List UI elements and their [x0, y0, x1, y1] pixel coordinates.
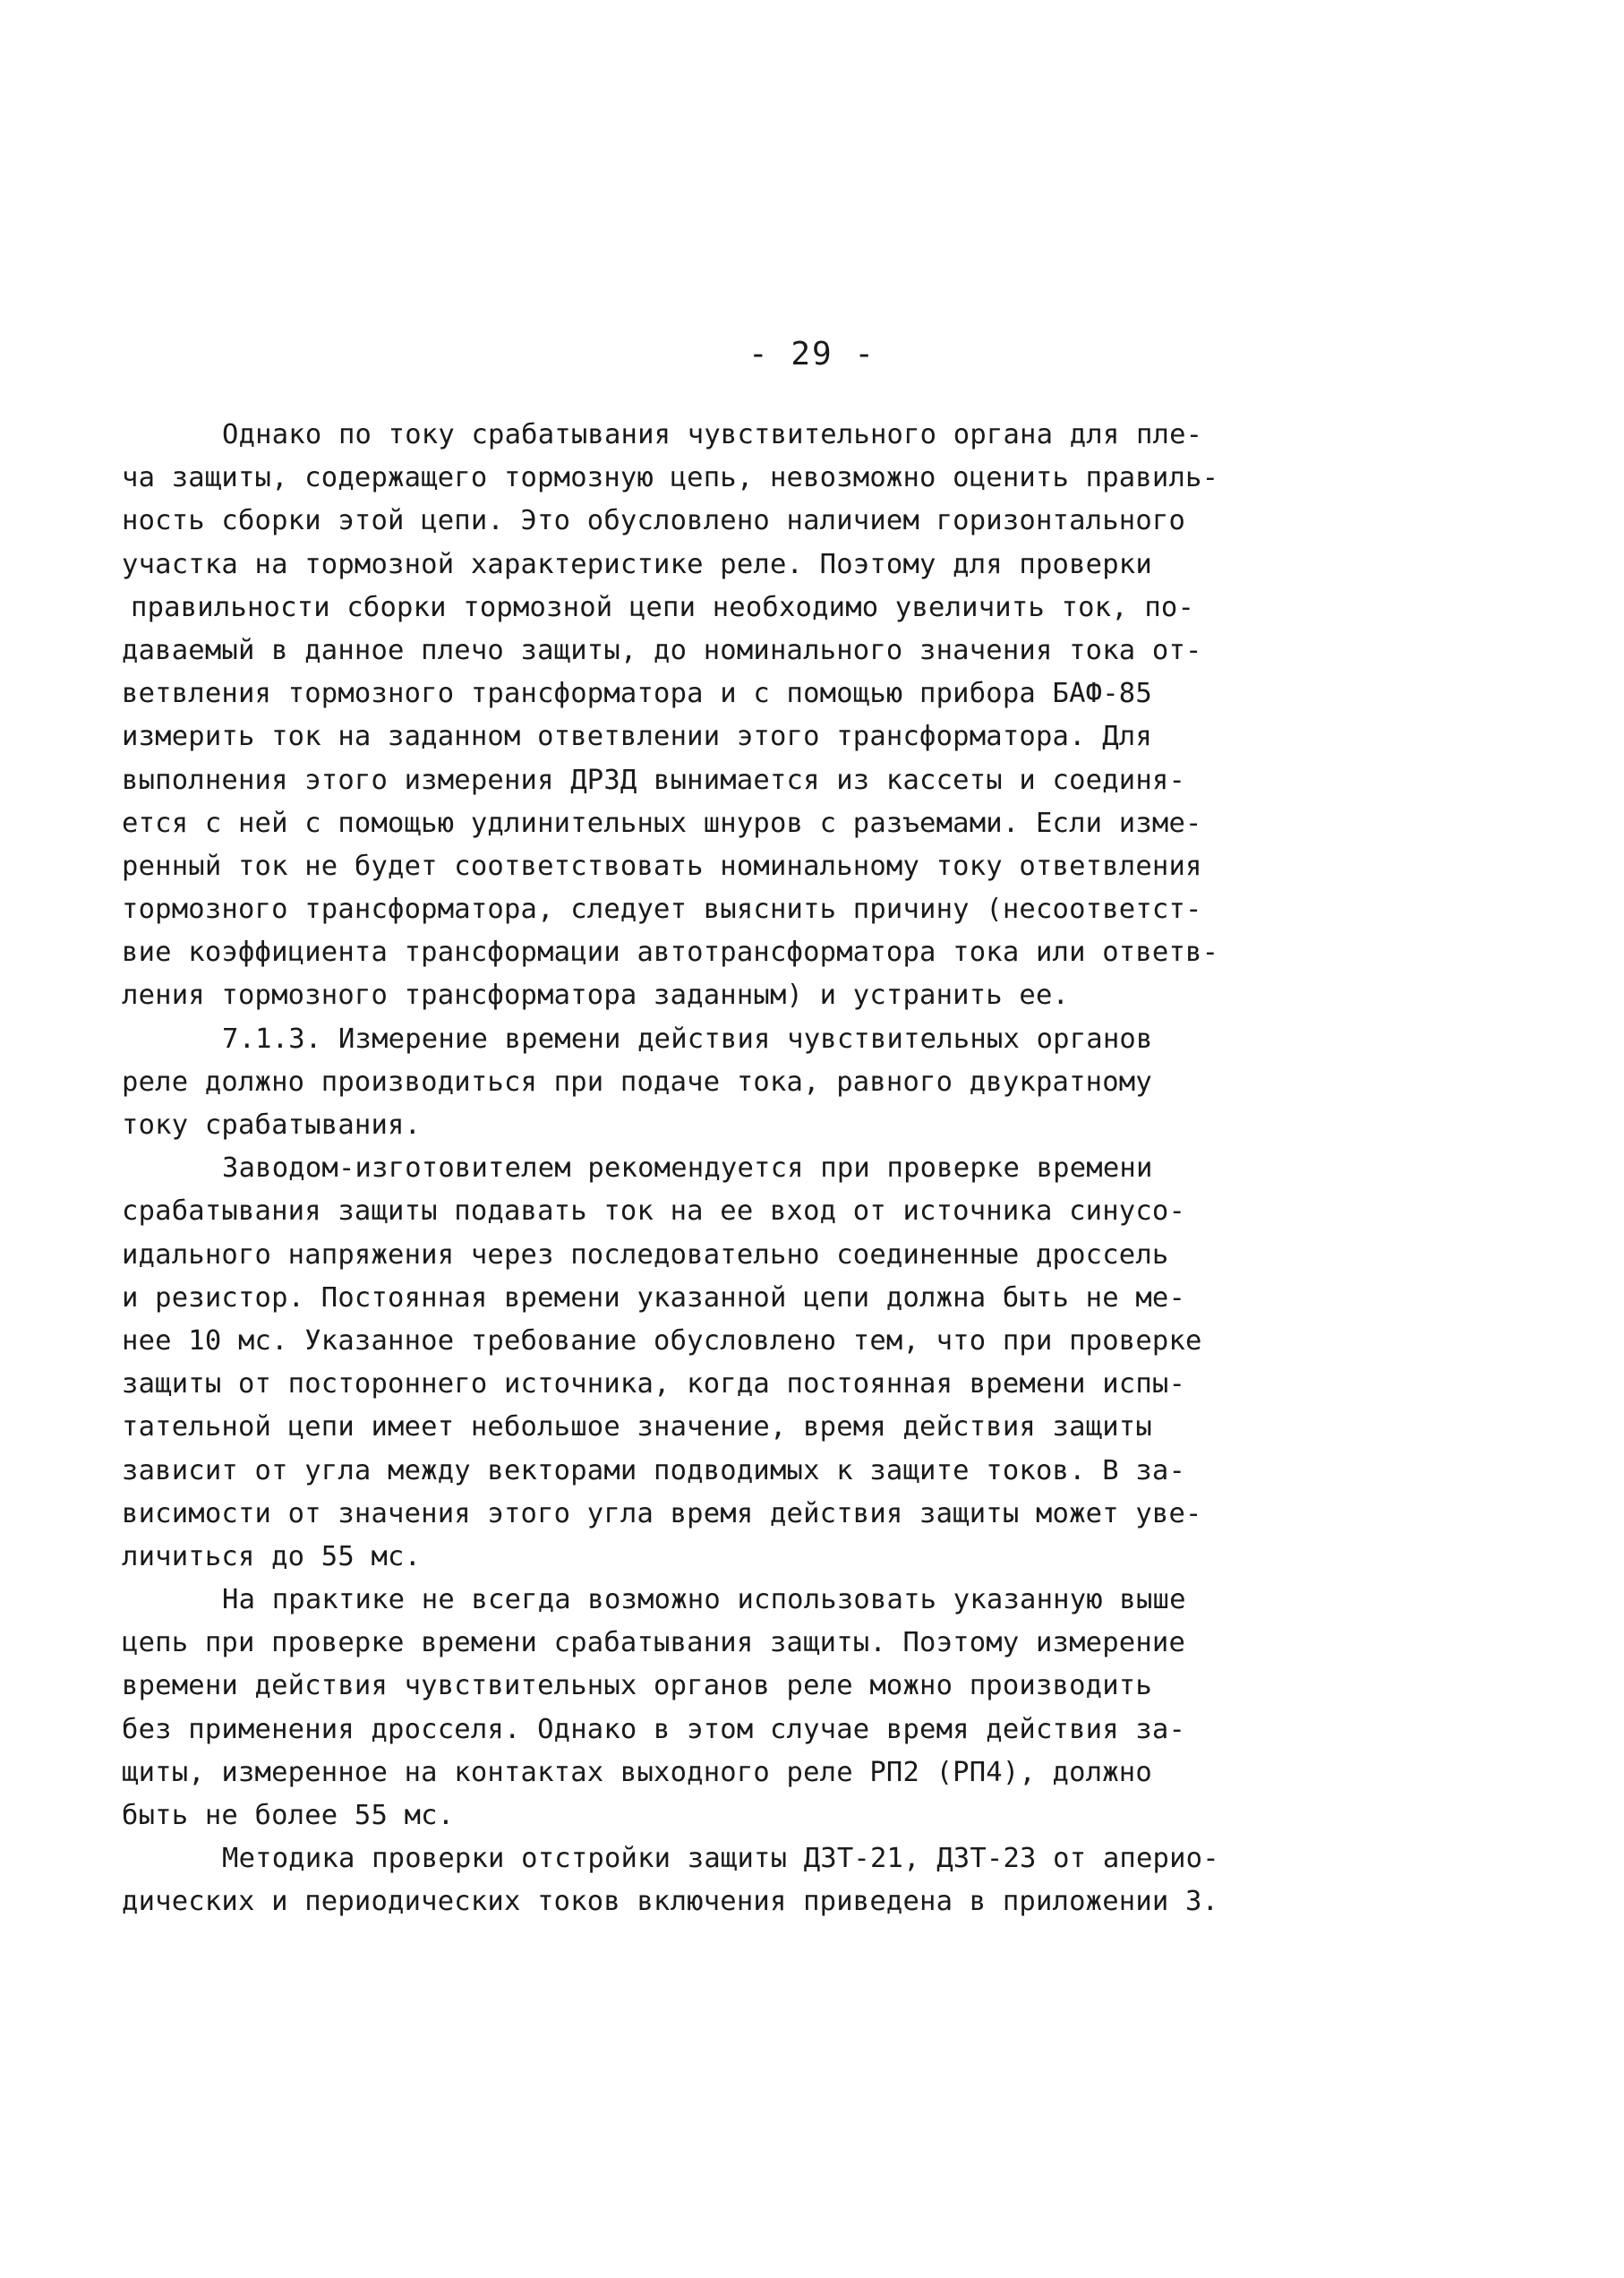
text-line: дических и периодических токов включения приведена в приложении 3. — [122, 1886, 1219, 1918]
text-line: реле должно производиться при подаче тока, равного двукратному — [122, 1066, 1152, 1098]
text-line: вие коэффициента трансформации автотрансформатора тока или ответв- — [122, 937, 1219, 969]
text-line: правильности сборки тормозной цепи необходимо увеличить ток, по- — [131, 591, 1195, 623]
text-line: ется с ней с помощью удлинительных шнуров с разъемами. Если изме- — [122, 807, 1202, 839]
body-text — [122, 414, 1321, 1924]
text-line: идального напряжения через последовательно соединенные дроссель — [122, 1238, 1169, 1271]
text-line: быть не более 55 мс. — [122, 1800, 455, 1831]
text-line: участка на тормозной характеристике реле. Поэтому для проверки — [122, 548, 1152, 580]
text-line: срабатывания защиты подавать ток на ее вход от источника синусо- — [122, 1195, 1186, 1228]
text-line: Заводом-изготовителем рекомендуется при проверке времени — [222, 1152, 1153, 1185]
text-line: выполнения этого измерения ДРЗД вынимается из кассеты и соединя- — [122, 764, 1186, 796]
text-line: Методика проверки отстройки защиты ДЗТ-21, ДЗТ-23 от апериo- — [222, 1843, 1219, 1875]
text-line: измерить ток на заданном ответвлении этого трансформатора. Для — [122, 721, 1152, 753]
text-line: ления тормозного трансформатора заданным) и устранить ее. — [122, 980, 1070, 1012]
text-line: щиты, измеренное на контактах выходного реле РП2 (РП4), должно — [122, 1756, 1152, 1788]
text-line: На практике не всегда возможно использовать указанную выше — [222, 1584, 1186, 1616]
page-number: - 29 - — [748, 336, 876, 373]
text-line: Однако по току срабатывания чувствительного органа для пле- — [222, 419, 1203, 450]
text-line: времени действия чувствительных органов реле можно производить — [122, 1670, 1152, 1702]
text-line: ветвления тормозного трансформатора и с помощью прибора БАФ-85 — [122, 678, 1152, 710]
text-line: защиты от постороннего источника, когда постоянная времени испы- — [122, 1368, 1186, 1400]
text-line: ча защиты, содержащего тормозную цепь, невозможно оценить правиль- — [122, 462, 1219, 494]
text-line: цепь при проверке времени срабатывания защиты. Поэтому измерение — [122, 1627, 1186, 1659]
text-line: тательной цепи имеет небольшое значение, время действия защиты — [122, 1411, 1152, 1443]
text-line: току срабатывания. — [122, 1109, 422, 1141]
text-line: висимости от значения этого угла время действия защиты может уве- — [122, 1497, 1202, 1529]
text-line: нее 10 мс. Указанное требование обусловлено тем, что при проверке — [122, 1324, 1202, 1357]
text-line: ность сборки этой цепи. Это обусловлено наличием горизонтального — [122, 505, 1186, 537]
section-heading-line: 7.1.3. Измерение времени действия чувствительных органов — [222, 1023, 1153, 1055]
text-line: ренный ток не будет соответствовать номинальному току ответвления — [122, 850, 1202, 882]
text-line: без применения дросселя. Однако в этом случае время действия за- — [122, 1713, 1186, 1745]
text-line: личиться до 55 мс. — [122, 1540, 422, 1572]
text-line: даваемый в данное плечо защиты, до номинального значения тока от- — [122, 634, 1202, 666]
text-line: и резистор. Постоянная времени указанной цепи должна быть не ме- — [122, 1281, 1186, 1314]
text-line: тормозного трансформатора, следует выяснить причину (несоответст- — [122, 894, 1202, 926]
text-line: зависит от угла между векторами подводимых к защите токов. В за- — [122, 1454, 1186, 1486]
